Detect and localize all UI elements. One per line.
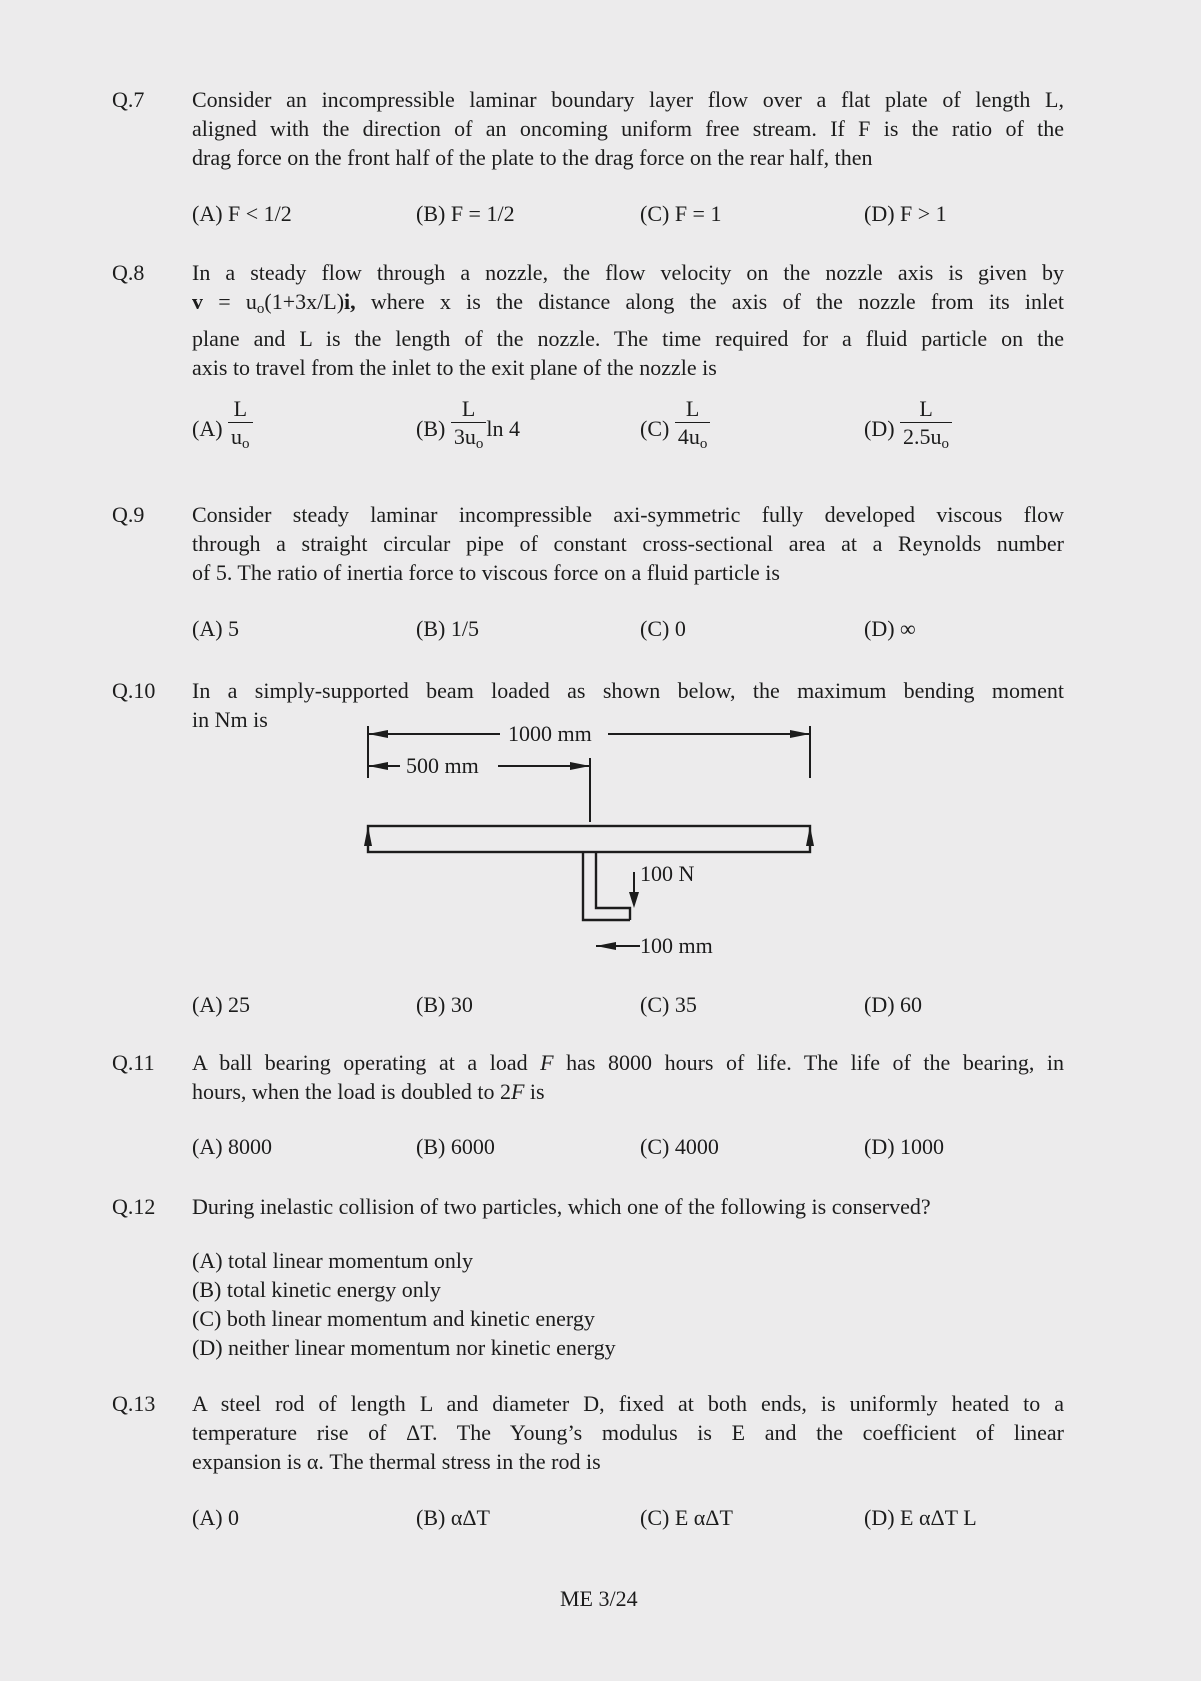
option-c: (C) 4000 — [640, 1134, 719, 1159]
option-b: (B) F = 1/2 — [416, 201, 515, 226]
arrow-head — [368, 762, 388, 770]
option-a: (A) total linear momentum only — [192, 1248, 474, 1273]
text-fragment: = u — [203, 289, 257, 314]
text-line: Consider steady laminar incompressible axi-symmetric fully developed viscous flow — [192, 502, 1064, 527]
option-a: (A) 8000 — [192, 1134, 273, 1159]
bracket-inner — [596, 852, 630, 920]
option-d — [864, 396, 952, 462]
text-line: axis to travel from the inlet to the exit plane of the nozzle is — [192, 355, 717, 380]
text-line: drag force on the front half of the plate to the drag force on the rear half, then — [192, 145, 873, 170]
arrow-head — [570, 762, 590, 770]
denominator — [228, 423, 253, 458]
text-line — [192, 1077, 1064, 1106]
option-c: (C) F = 1 — [640, 201, 722, 226]
numerator: L — [451, 396, 487, 423]
question-number: Q.10 — [112, 678, 156, 703]
question-number: Q.9 — [112, 502, 145, 527]
option-a: (A) 25 — [192, 992, 251, 1017]
option-a: (A) 5 — [192, 616, 240, 641]
bracket-outer — [583, 852, 630, 920]
question-text — [192, 1048, 1064, 1106]
option-b: (B) 1/5 — [416, 616, 479, 641]
arrow-head — [790, 730, 810, 738]
beam-diagram — [340, 722, 820, 962]
text-line: In a steady flow through a nozzle, the flow velocity on the nozzle axis is given by — [192, 260, 1064, 285]
fraction — [451, 396, 487, 458]
reaction-arrow-right — [806, 826, 814, 846]
ln-term: ln 4 — [486, 416, 520, 442]
option-label: (B) — [416, 416, 446, 442]
text-fragment: where x is the distance along the axis of the nozzle from its inlet — [355, 289, 1064, 314]
text-line — [192, 1048, 1064, 1077]
option-b: (B) 30 — [416, 992, 473, 1017]
text-line — [192, 287, 1064, 324]
text-line: A steel rod of length L and diameter D, fixed at both ends, is uniformly heated to a — [192, 1391, 1064, 1416]
load-arrow — [629, 892, 639, 908]
option-d: (D) neither linear momentum nor kinetic energy — [192, 1335, 616, 1360]
text-line: of 5. The ratio of inertia force to viscous force on a fluid particle is — [192, 560, 780, 585]
load-symbol: F — [540, 1050, 554, 1075]
option-c: (C) 0 — [640, 616, 686, 641]
question-number: Q.8 — [112, 260, 145, 285]
fraction — [675, 396, 711, 458]
question-number: Q.7 — [112, 87, 145, 112]
arrow-head — [368, 730, 388, 738]
numerator: L — [675, 396, 711, 423]
option-list — [192, 1246, 616, 1362]
dim-label-arm: 100 mm — [640, 933, 713, 958]
denominator — [900, 423, 952, 458]
dim-label-half: 500 mm — [406, 753, 479, 778]
text-fragment: has 8000 hours of life. The life of the bearing, in — [553, 1050, 1064, 1075]
option-b: (B) total kinetic energy only — [192, 1277, 441, 1302]
subscript: o — [941, 436, 950, 452]
question-number: Q.12 — [112, 1194, 156, 1219]
option-d: (D) E αΔT L — [864, 1505, 977, 1530]
numerator: L — [900, 396, 952, 423]
text-fragment: hours, when the load is doubled to 2 — [192, 1079, 511, 1104]
fraction — [228, 396, 253, 458]
option-c: (C) both linear momentum and kinetic energy — [192, 1306, 595, 1331]
den-text: 4u — [677, 424, 700, 449]
text-fragment: (1+3x/L) — [264, 289, 345, 314]
question-text — [192, 500, 1064, 587]
text-line: expansion is α. The thermal stress in the rod is — [192, 1449, 601, 1474]
numerator: L — [228, 396, 253, 423]
text-line: During inelastic collision of two particles, which one of the following is conserved? — [192, 1194, 931, 1219]
den-text: 2.5u — [903, 424, 942, 449]
question-number: Q.13 — [112, 1391, 156, 1416]
page-footer: ME 3/24 — [560, 1586, 638, 1611]
subscript: o — [242, 436, 250, 452]
fraction — [900, 396, 952, 458]
denominator — [675, 423, 711, 458]
denominator — [451, 423, 487, 458]
load-symbol: F — [510, 1079, 525, 1104]
text-fragment: is — [524, 1079, 545, 1104]
option-label: (A) — [192, 416, 223, 442]
option-c: (C) E αΔT — [640, 1505, 733, 1530]
option-b: (B) 6000 — [416, 1134, 495, 1159]
question-text — [192, 258, 1064, 382]
arrow-head — [596, 942, 616, 950]
option-d: (D) ∞ — [864, 616, 916, 641]
text-line: through a straight circular pipe of constant cross-sectional area at a Reynolds number — [192, 531, 1064, 556]
text-line: in Nm is — [192, 707, 268, 732]
option-c — [640, 396, 710, 462]
subscript: o — [256, 301, 265, 317]
subscript: o — [699, 436, 708, 452]
option-b: (B) αΔT — [416, 1505, 490, 1530]
den-text: 3u — [453, 424, 476, 449]
option-a: (A) F < 1/2 — [192, 201, 292, 226]
text-line: In a simply-supported beam loaded as shown below, the maximum bending moment — [192, 678, 1064, 703]
subscript: o — [475, 436, 484, 452]
option-label: (C) — [640, 416, 670, 442]
text-fragment: A ball bearing operating at a load — [192, 1050, 541, 1075]
vector-i: i, — [344, 289, 356, 314]
option-d: (D) 1000 — [864, 1134, 945, 1159]
text-line: Consider an incompressible laminar boundary layer flow over a flat plate of length L, — [192, 87, 1064, 112]
den-text: u — [231, 424, 243, 449]
option-c: (C) 35 — [640, 992, 697, 1017]
reaction-arrow-left — [364, 826, 372, 846]
option-b — [416, 396, 520, 462]
text-line: temperature rise of ΔT. The Young’s modulus is E and the coefficient of linear — [192, 1420, 1064, 1445]
option-d: (D) 60 — [864, 992, 923, 1017]
option-label: (D) — [864, 416, 895, 442]
beam — [368, 826, 810, 852]
option-a: (A) 0 — [192, 1505, 240, 1530]
text-line: aligned with the direction of an oncoming uniform free stream. If F is the ratio of the — [192, 116, 1064, 141]
option-a — [192, 396, 253, 462]
question-text — [192, 1389, 1064, 1476]
question-text — [192, 1192, 1064, 1221]
text-line: plane and L is the length of the nozzle. The time required for a fluid particle on the — [192, 326, 1064, 351]
load-label: 100 N — [640, 861, 695, 886]
dim-label-total: 1000 mm — [508, 722, 592, 746]
question-number: Q.11 — [112, 1050, 155, 1075]
question-text — [192, 85, 1064, 172]
vector-v: v — [192, 289, 203, 314]
option-d: (D) F > 1 — [864, 201, 947, 226]
